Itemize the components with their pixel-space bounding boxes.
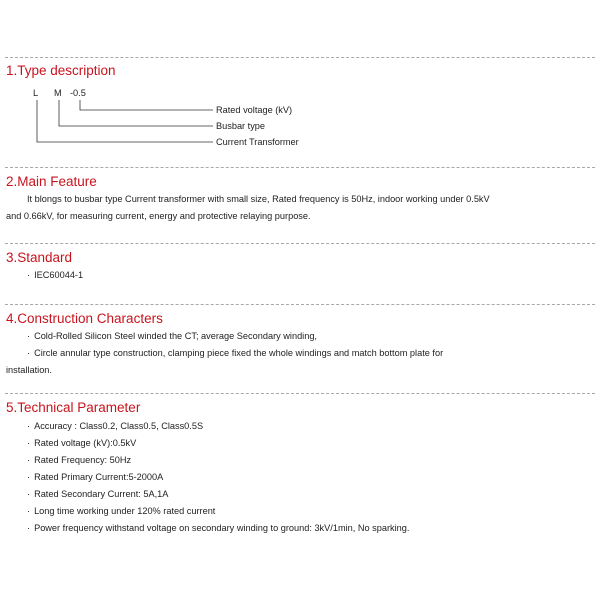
tech-param-primary-current: · Rated Primary Current:5-2000A — [27, 472, 163, 482]
tech-param-accuracy: · Accuracy : Class0.2, Class0.5, Class0.5S — [27, 421, 203, 431]
tech-param-long-time-working: · Long time working under 120% rated current — [27, 506, 215, 516]
section-heading-type-description: 1.Type description — [6, 63, 116, 78]
section-heading-main-feature: 2.Main Feature — [6, 174, 97, 189]
section-heading-construction: 4.Construction Characters — [6, 311, 163, 326]
type-label-rated-voltage: Rated voltage (kV) — [216, 105, 293, 115]
tech-param-rated-frequency: · Rated Frequency: 50Hz — [27, 455, 131, 465]
type-code-m: M — [54, 88, 62, 98]
type-label-busbar-type: Busbar type — [216, 121, 266, 131]
construction-item-1: · Cold-Rolled Silicon Steel winded the CT; average Secondary winding, — [27, 331, 317, 341]
standard-item: · IEC60044-1 — [27, 270, 83, 280]
tech-param-withstand-voltage: · Power frequency withstand voltage on secondary winding to ground: 3kV/1min, No sparking. — [27, 523, 409, 533]
main-feature-text-line-1: It blongs to busbar type Current transformer with small size, Rated frequency is 50Hz, indoor working under 0.5kV — [27, 194, 490, 204]
construction-item-2: · Circle annular type construction, clamping piece fixed the whole windings and match bottom plate for — [27, 348, 443, 358]
section-heading-technical-parameter: 5.Technical Parameter — [6, 400, 141, 415]
main-feature-text-line-2: and 0.66kV, for measuring current, energy and protective relaying purpose. — [6, 211, 311, 221]
type-code-l: L — [33, 88, 39, 98]
tech-param-rated-voltage: · Rated voltage (kV):0.5kV — [27, 438, 136, 448]
tech-param-secondary-current: · Rated Secondary Current: 5A,1A — [27, 489, 168, 499]
construction-item-2-continued: installation. — [6, 365, 52, 375]
type-code-voltage: -0.5 — [70, 88, 86, 98]
type-label-current-transformer: Current Transformer — [216, 137, 299, 147]
section-heading-standard: 3.Standard — [6, 250, 73, 265]
